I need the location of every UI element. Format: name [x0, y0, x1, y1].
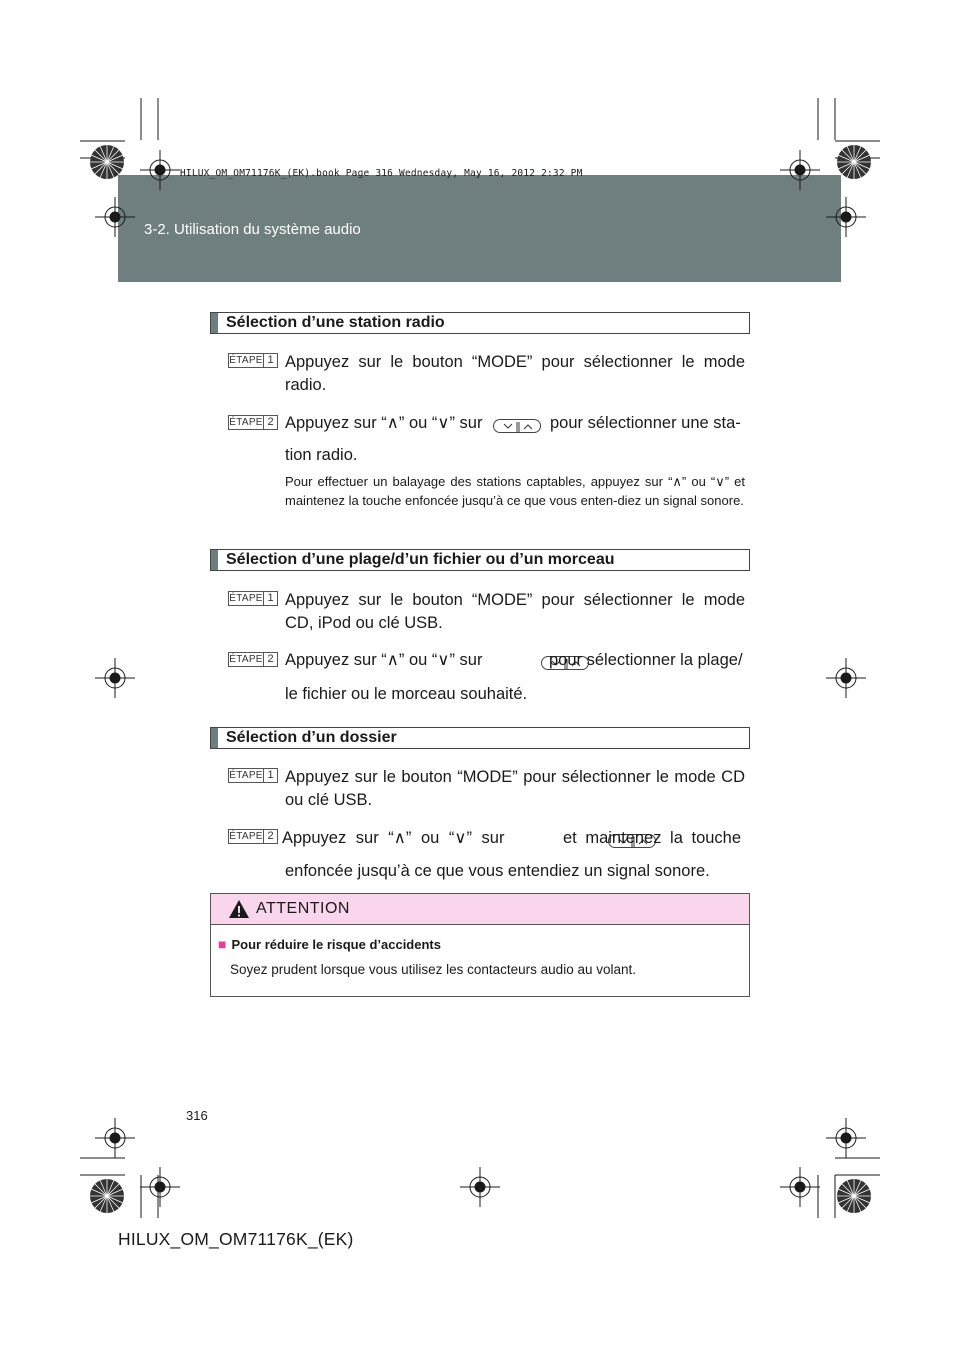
registration-target-icon: [826, 1118, 866, 1158]
section-heading: [210, 549, 750, 571]
step-text: Appuyez sur le bouton “MODE” pour sélectionner le mode: [285, 591, 745, 609]
steering-switch-icon: [493, 419, 541, 433]
step-word: ÉTAPE: [229, 654, 263, 665]
registration-target-icon: [95, 197, 135, 237]
step-number: 2: [263, 830, 277, 843]
registration-target-icon: [826, 658, 866, 698]
step-word: ÉTAPE: [229, 831, 263, 842]
step-text: Appuyez sur “∧” ou “∨” sur: [285, 414, 483, 432]
step-word: ÉTAPE: [229, 355, 263, 366]
step-word: ÉTAPE: [229, 417, 263, 428]
section-heading-bar: [211, 313, 218, 333]
registration-target-icon: [140, 150, 180, 190]
footer-doc-id: HILUX_OM_OM71176K_(EK): [118, 1229, 354, 1249]
registration-target-icon: [780, 1167, 820, 1207]
registration-target-icon: [140, 1167, 180, 1207]
step-text-cont: tion radio.: [285, 446, 358, 464]
step-text: pour sélectionner une sta-: [550, 414, 741, 432]
step-badge: [228, 415, 278, 430]
book-info-line: HILUX_OM_OM71176K_(EK).book Page 316 Wednesday, May 16, 2012 2:32 PM: [180, 168, 583, 179]
step-text-cont: enfoncée jusqu’à ce que vous entendiez un signal sonore.: [285, 862, 710, 880]
step-badge: [228, 829, 278, 844]
attention-body: Soyez prudent lorsque vous utilisez les contacteurs audio au volant.: [230, 962, 636, 977]
step-badge: [228, 652, 278, 667]
section-title: Sélection d’une station radio: [226, 314, 445, 331]
step-number: 1: [263, 354, 277, 367]
attention-box: [210, 893, 750, 997]
step-text: Appuyez sur “∧” ou “∨” sur: [282, 829, 505, 847]
note-text: Pour effectuer un balayage des stations captables, appuyez sur “∧” ou “∨” et maintenez la touche enfoncée jusqu’à ce que vous enten-diez un signal sonore.: [285, 474, 745, 508]
starburst-target-icon: [836, 1178, 872, 1214]
step-word: ÉTAPE: [229, 770, 263, 781]
step-text: et maintenez la touche: [563, 829, 742, 847]
section-heading: [210, 312, 750, 334]
step-number: 2: [263, 416, 277, 429]
section-title: Sélection d’une plage/d’un fichier ou d’un morceau: [226, 551, 615, 568]
starburst-target-icon: [89, 144, 125, 180]
step-number: 1: [263, 769, 277, 782]
attention-heading: [218, 936, 441, 952]
attention-heading-text: Pour réduire le risque d’accidents: [231, 937, 441, 952]
step-text-cont: radio.: [285, 376, 327, 394]
step-text: Appuyez sur le bouton “MODE” pour sélectionner le mode: [285, 353, 745, 371]
section-path: 3-2. Utilisation du système audio: [144, 221, 361, 238]
step-badge: [228, 768, 278, 783]
section-heading-bar: [211, 728, 218, 748]
starburst-target-icon: [836, 144, 872, 180]
registration-target-icon: [826, 197, 866, 237]
step-text-cont: le fichier ou le morceau souhaité.: [285, 685, 528, 703]
registration-target-icon: [780, 150, 820, 190]
step-text: Appuyez sur “∧” ou “∨” sur: [285, 651, 483, 669]
attention-label: ATTENTION: [256, 900, 350, 917]
bullet-square-icon: ■: [218, 936, 227, 952]
step-badge: [228, 591, 278, 606]
page-number: 316: [186, 1108, 208, 1123]
step-text-cont: ou clé USB.: [285, 791, 373, 809]
step-text: pour sélectionner la plage/: [549, 651, 743, 669]
warning-triangle-icon: [228, 899, 250, 919]
step-badge: [228, 353, 278, 368]
starburst-target-icon: [89, 1178, 125, 1214]
registration-target-icon: [460, 1167, 500, 1207]
step-number: 2: [263, 653, 277, 666]
section-heading: [210, 727, 750, 749]
section-title: Sélection d’un dossier: [226, 729, 397, 746]
attention-header: [211, 894, 749, 925]
step-word: ÉTAPE: [229, 593, 263, 604]
section-heading-bar: [211, 550, 218, 570]
step-text-cont: CD, iPod ou clé USB.: [285, 614, 443, 632]
step-text: Appuyez sur le bouton “MODE” pour sélectionner le mode CD: [285, 768, 745, 786]
registration-target-icon: [95, 1118, 135, 1158]
step-number: 1: [263, 592, 277, 605]
registration-target-icon: [95, 658, 135, 698]
